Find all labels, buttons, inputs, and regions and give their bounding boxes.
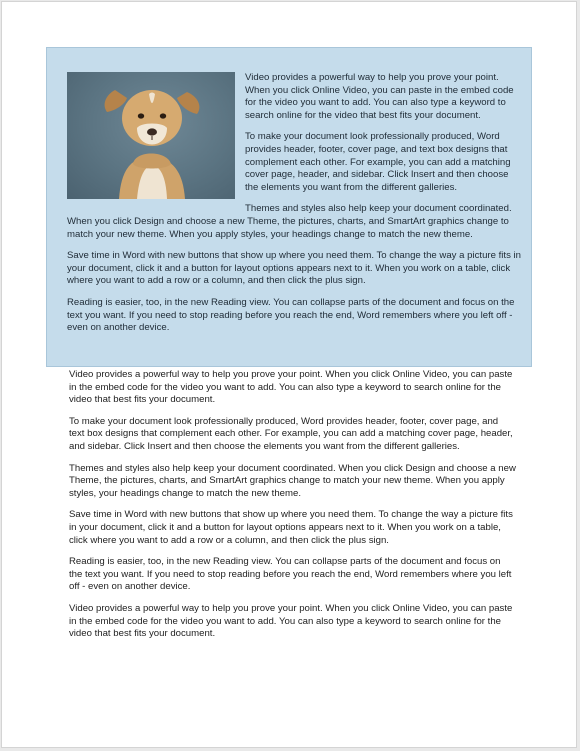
- shaded-text-block: [46, 47, 532, 367]
- body-paragraph-2: To make your document look professionally produced, Word provides header, footer, cover page, and text box designs that complement each other. For example, you can add a matching cover page, header, and sidebar. Click Insert and then choose the elements you want from the different galleries.: [69, 415, 513, 452]
- shaded-block-content: [67, 72, 522, 344]
- shaded-paragraph-3: Themes and styles also help keep your document coordinated. When you click Design and choose a new Theme, the pictures, charts, and SmartArt graphics change to match your new theme. When you apply styles, your headings change to match the new theme.: [67, 203, 512, 240]
- shaded-paragraph-5: Reading is easier, too, in the new Reading view. You can collapse parts of the document and focus on the text you want. If you need to stop reading before you reach the end, Word remembers where you left off - even on another device.: [67, 296, 515, 334]
- body-paragraph-4: Save time in Word with new buttons that show up where you need them. To change the way a picture fits in your document, click it and a button for layout options appears next to it. When you work on a table, click where you want to add a row or a column, and then click the plus sign.: [69, 509, 513, 546]
- shaded-paragraph-4: Save time in Word with new buttons that show up where you need them. To change the way a picture fits in your document, click it and a button for layout options appears next to it. When you work on a table, click where you want to add a row or a column, and then click the plus sign.: [67, 250, 522, 287]
- body-paragraph-1: Video provides a powerful way to help you prove your point. When you click Online Video, you can paste in the embed code for the video you want to add. You can also type a keyword to search online for the video that best fits your document.: [69, 369, 513, 406]
- dog-photo[interactable]: [67, 72, 235, 199]
- body-paragraph-3: Themes and styles also help keep your document coordinated. When you click Design and choose a new Theme, the pictures, charts, and SmartArt graphics change to match your new theme. When you apply styles, your headings change to match the new theme.: [69, 462, 516, 499]
- body-paragraph-6: Video provides a powerful way to help you prove your point. When you click Online Video, you can paste in the embed code for the video you want to add. You can also type a keyword to search online for the video that best fits your document.: [69, 602, 513, 640]
- document-page: [1, 1, 577, 748]
- dog-icon: [67, 72, 235, 199]
- body-paragraph-5: Reading is easier, too, in the new Reading view. You can collapse parts of the document and focus on the text you want. If you need to stop reading before you reach the end, Word remembers where you left off - even on another device.: [69, 556, 512, 593]
- shaded-paragraph-2: To make your document look professionally produced, Word provides header, footer, cover page, and text box designs that complement each other. For example, you can add a matching cover page, header, and sidebar. Click Insert and then choose the elements you want from the different galleries.: [245, 131, 511, 193]
- shaded-paragraph-1: Video provides a powerful way to help you prove your point. When you click Online Video, you can paste in the embed code for the video you want to add. You can also type a keyword to search online for the video that best fits your document.: [245, 72, 514, 121]
- body-text: [69, 369, 516, 650]
